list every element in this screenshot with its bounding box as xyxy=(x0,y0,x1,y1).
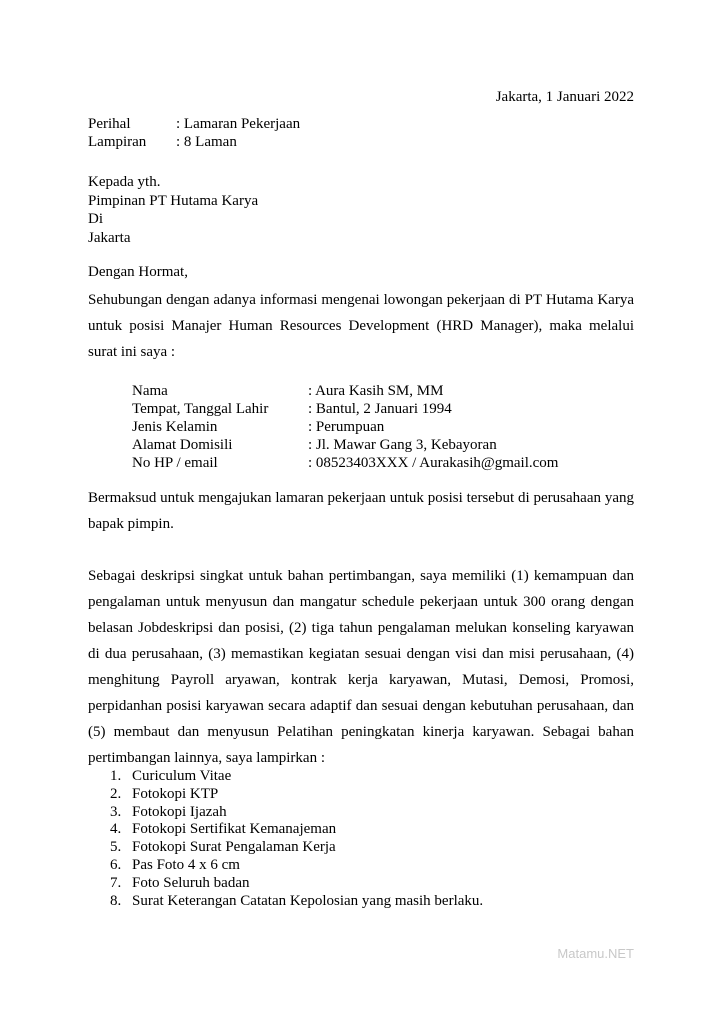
paragraph-intro: Sehubungan dengan adanya informasi mengenai lowongan pekerjaan di PT Hutama Karya untuk posisi Manajer Human Resources Development (HRD Manager), maka melalui surat ini saya : xyxy=(88,292,634,360)
identity-label: Nama xyxy=(132,383,168,399)
paragraph-intent: Bermaksud untuk mengajukan lamaran pekerjaan untuk posisi tersebut di perusahaan yang bapak pimpin. xyxy=(88,490,634,532)
identity-label: No HP / email xyxy=(132,455,218,471)
list-item xyxy=(110,875,483,893)
list-text: Pas Foto 4 x 6 cm xyxy=(132,856,240,873)
recipient-line: Di xyxy=(88,211,103,227)
applicant-identity xyxy=(132,382,558,472)
letter-meta xyxy=(88,115,300,151)
letter-date: Jakarta, 1 Januari 2022 xyxy=(495,89,634,105)
list-number: 8. xyxy=(110,892,122,909)
paragraph-description: Sebagai deskripsi singkat untuk bahan pertimbangan, saya memiliki (1) kemampuan dan pengalaman untuk menyusun dan mangatur schedule pekerjaan untuk 300 orang dengan belasan Jobdeskripsi dan posisi, (2) tiga tahun pengalaman melukan konseling karyawan di dua perusahaan, (3) memastikan kegiatan sesuai dengan visi dan misi perusahaan, (4) menghitung Payroll aryawan, kontrak kerja karyawan, Mutasi, Demosi, Promosi, perpidanhan posisi karyawan secara adaptif dan sesuai dengan kebutuhan perusahaan, dan (5) membaut dan menyusun Pelatihan peningkatan kinerja karyawan. Sebagai bahan pertimbangan lainnya, saya lampirkan : xyxy=(88,568,634,766)
list-number: 1. xyxy=(110,768,122,784)
identity-label: Tempat, Tanggal Lahir xyxy=(132,401,269,417)
meta-label: Lampiran xyxy=(88,134,147,150)
identity-row xyxy=(132,418,558,436)
list-number: 2. xyxy=(110,785,122,802)
identity-row xyxy=(132,436,558,454)
recipient-line: Jakarta xyxy=(88,229,131,246)
list-text: Foto Seluruh badan xyxy=(132,874,250,891)
recipient-line: Pimpinan PT Hutama Karya xyxy=(88,192,259,209)
list-number: 7. xyxy=(110,874,122,891)
identity-value: : Bantul, 2 Januari 1994 xyxy=(308,401,452,417)
identity-value: : Aura Kasih SM, MM xyxy=(308,383,444,399)
list-item xyxy=(110,804,483,822)
list-text: Surat Keterangan Catatan Kepolosian yang masih berlaku. xyxy=(132,892,484,909)
identity-row xyxy=(132,454,558,472)
identity-value: : 08523403XXX / Aurakasih@gmail.com xyxy=(308,455,559,471)
identity-row xyxy=(132,400,558,418)
list-text: Curiculum Vitae xyxy=(132,768,232,784)
list-text: Fotokopi KTP xyxy=(132,785,219,802)
watermark: Matamu.NET xyxy=(557,946,634,961)
list-text: Fotokopi Sertifikat Kemanajeman xyxy=(132,821,337,838)
list-item xyxy=(110,839,483,857)
list-item xyxy=(110,786,483,804)
greeting: Dengan Hormat, xyxy=(88,264,188,280)
meta-row-lampiran xyxy=(88,133,300,151)
list-text: Fotokopi Ijazah xyxy=(132,803,227,820)
recipient-block xyxy=(88,173,258,247)
attachment-list xyxy=(110,768,483,910)
meta-value: : 8 Laman xyxy=(176,134,237,150)
list-number: 6. xyxy=(110,856,122,873)
list-number: 4. xyxy=(110,821,122,838)
list-text: Fotokopi Surat Pengalaman Kerja xyxy=(132,839,336,856)
identity-row xyxy=(132,382,558,400)
list-number: 5. xyxy=(110,839,122,856)
list-item xyxy=(110,857,483,875)
meta-row-perihal xyxy=(88,115,300,133)
identity-label: Jenis Kelamin xyxy=(132,419,218,435)
list-item xyxy=(110,893,483,911)
list-number: 3. xyxy=(110,803,122,820)
list-item xyxy=(110,768,483,786)
meta-label: Perihal xyxy=(88,116,131,132)
identity-label: Alamat Domisili xyxy=(132,437,233,453)
identity-value: : Jl. Mawar Gang 3, Kebayoran xyxy=(308,437,497,453)
list-item xyxy=(110,821,483,839)
identity-value: : Perumpuan xyxy=(308,419,385,435)
recipient-line: Kepada yth. xyxy=(88,174,161,190)
meta-value: : Lamaran Pekerjaan xyxy=(176,116,301,132)
